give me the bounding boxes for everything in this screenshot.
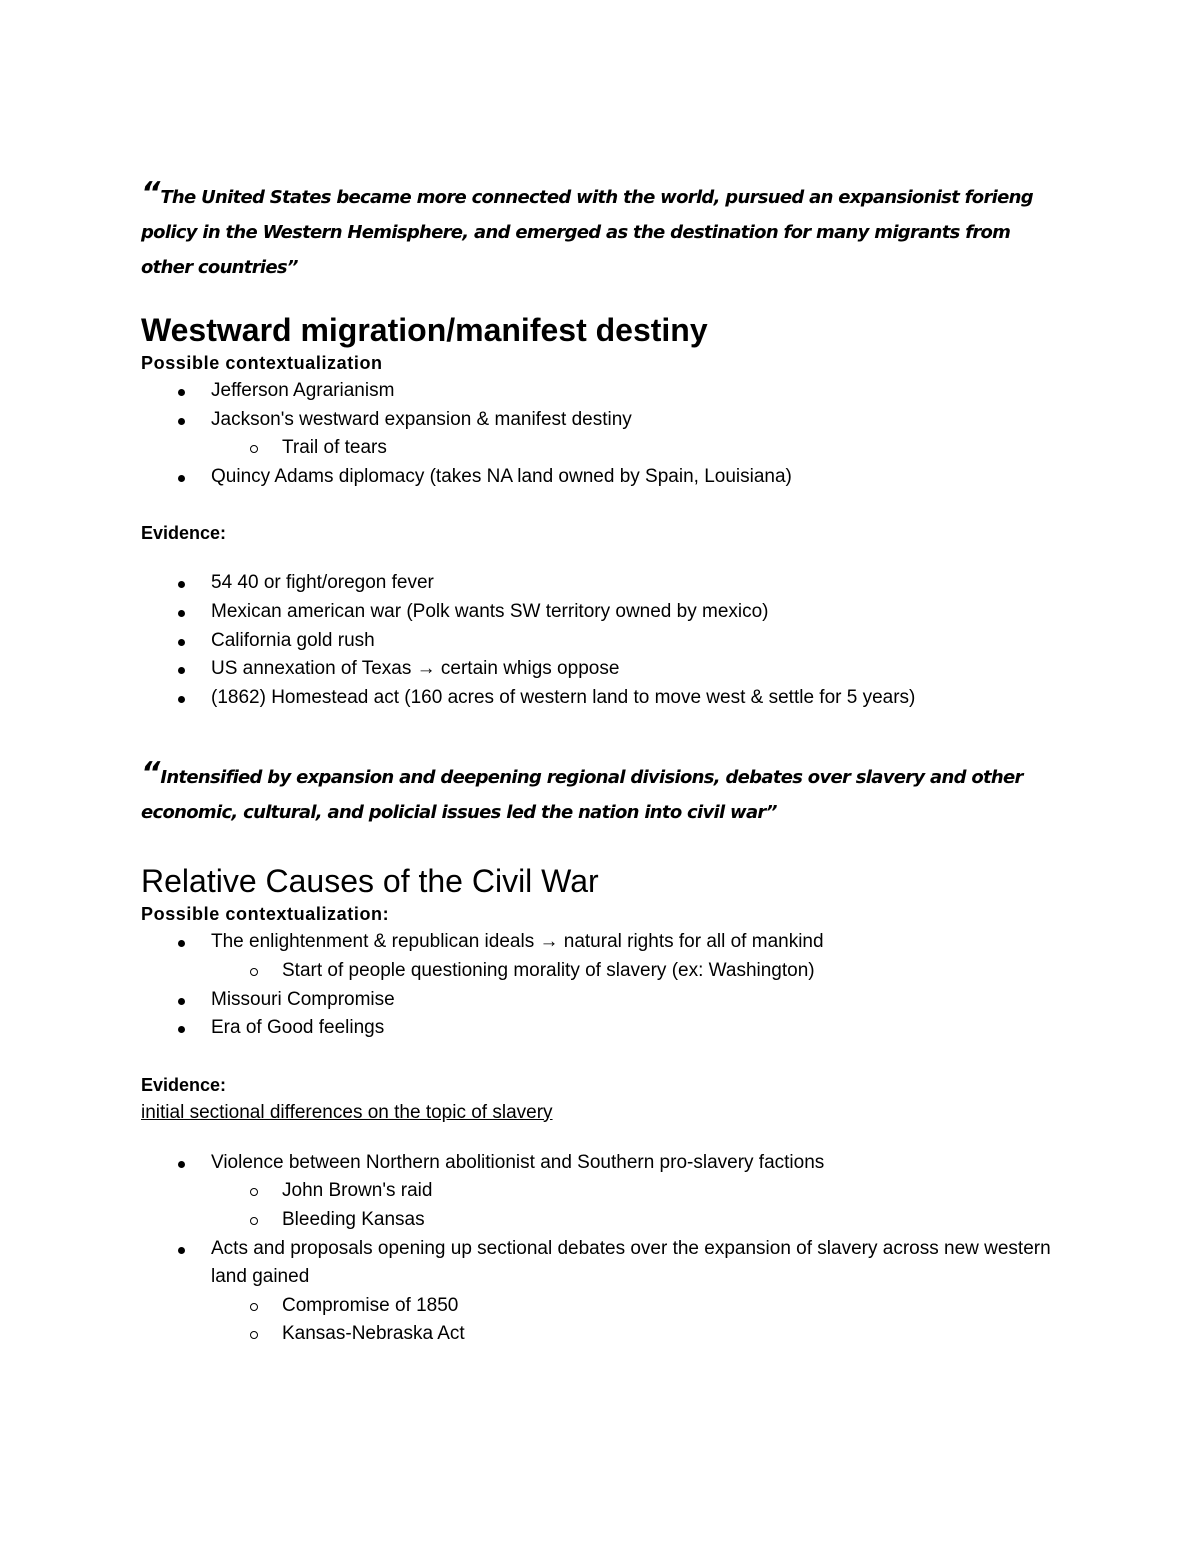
context-label: Possible contextualization: (141, 904, 390, 925)
quote-text: Intensified by expansion and deepening regional divisions, debates over slavery and other economic, cultural, and policial issues led the nation into civil war” (141, 767, 1023, 824)
sub-list-item: Trail of tears (141, 434, 1061, 463)
list-item: Violence between Northern abolitionist and Southern pro-slavery factions (141, 1149, 1061, 1178)
list-item: California gold rush (141, 627, 1061, 656)
list-item: Missouri Compromise (141, 986, 1061, 1015)
list-item: (1862) Homestead act (160 acres of western land to move west & settle for 5 years) (141, 684, 1061, 713)
sub-list-item: Start of people questioning morality of slavery (ex: Washington) (141, 957, 1061, 986)
section-title-westward: Westward migration/manifest destiny (141, 312, 708, 348)
evidence-list (141, 569, 1061, 712)
evidence-label: Evidence: (141, 523, 227, 544)
quote-expansion (141, 176, 1061, 285)
list-item: Mexican american war (Polk wants SW territory owned by mexico) (141, 598, 1061, 627)
evidence-label: Evidence: (141, 1074, 227, 1095)
evidence-list (141, 1149, 1061, 1349)
list-item: 54 40 or fight/oregon fever (141, 569, 1061, 598)
document-page (141, 176, 1061, 1349)
list-item: Era of Good feelings (141, 1014, 1061, 1043)
sub-list-item: Kansas-Nebraska Act (141, 1320, 1061, 1349)
quote-text: The United States became more connected with the world, pursued an expansionist forieng policy in the Western Hemisphere, and emerged as the destination for many migrants from other countries” (141, 187, 1033, 278)
list-item: US annexation of Texas → certain whigs oppose (141, 655, 1061, 684)
list-item: The enlightenment & republican ideals → natural rights for all of mankind (141, 928, 1061, 957)
quote-civil-war (141, 756, 1061, 830)
sub-list-item: Bleeding Kansas (141, 1206, 1061, 1235)
open-quote-mark: “ (141, 756, 161, 792)
context-list (141, 928, 1061, 1042)
list-item: Jefferson Agrarianism (141, 377, 1061, 406)
open-quote-mark: “ (141, 176, 161, 211)
context-list (141, 377, 1061, 491)
list-item: Quincy Adams diplomacy (takes NA land owned by Spain, Louisiana) (141, 463, 1061, 492)
sub-list-item: John Brown's raid (141, 1177, 1061, 1206)
context-label: Possible contextualization (141, 353, 383, 373)
sub-list-item: Compromise of 1850 (141, 1292, 1061, 1321)
list-item: Jackson's westward expansion & manifest destiny (141, 406, 1061, 435)
section-title-civil-war: Relative Causes of the Civil War (141, 863, 599, 900)
list-item: Acts and proposals opening up sectional debates over the expansion of slavery across new western land gained (141, 1235, 1061, 1292)
evidence-subheading: initial sectional differences on the topic of slavery (141, 1101, 553, 1123)
